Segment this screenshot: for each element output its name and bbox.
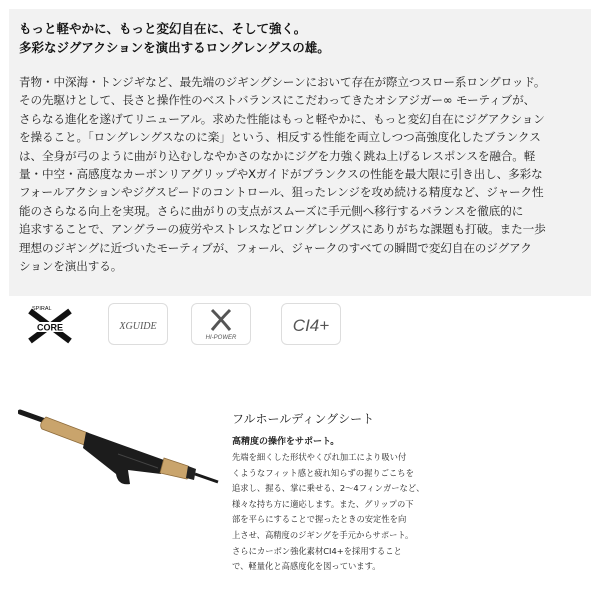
feature-desc-line: 追求し、握る、掌に乗せる、2～4フィンガーなど、	[232, 483, 425, 494]
headline-line-1: もっと軽やかに、もっと変幻自在に、そして強く。	[19, 21, 307, 36]
body-line: 青物・中深海・トンジギなど、最先端のジギングシーンにおいて存在が際立つスロー系ロングロッド。	[19, 75, 546, 89]
rod-handle-image	[18, 396, 220, 506]
rod-handle-illustration	[18, 396, 220, 506]
feature-desc-line: 様々な持ち方に適応します。また、グリップの下	[232, 498, 414, 509]
body-line: ションを演出する。	[19, 259, 123, 274]
spiral-top-label: SPIRAL	[32, 306, 52, 312]
feature-desc-line: さらにカーボン強化素材CI4+を採用すること	[232, 545, 402, 556]
x-hipower-logo	[191, 303, 251, 345]
body-line: 量・中空・高感度なカーボンリアグリップやXガイドがブランクスの性能を最大限に引き出し、多彩な	[19, 167, 543, 182]
x-hipower-icon	[192, 304, 250, 344]
body-line: フォールアクションやジグスピードのコントロール、狙ったレンジを攻め続ける精度など、ジャーク性	[19, 185, 544, 200]
intro-panel	[9, 9, 591, 296]
feature-subtitle: 高精度の操作をサポート。	[232, 437, 340, 447]
xguide-icon	[109, 304, 167, 344]
ci4-label: CI4+	[292, 316, 330, 335]
headline	[19, 19, 581, 57]
ci4-icon	[282, 304, 340, 344]
body-line: を操ること。「ロングレングスなのに楽」という、相反する性能を両立しつつ高強度化したブランクス	[19, 130, 541, 145]
feature-section	[232, 410, 592, 575]
body-line: 能のさらなる向上を実現。さらに曲がりの支点がスムーズに手元側へ移行するバランスを徹底的に	[19, 203, 524, 218]
feature-title: フルホールディングシート	[232, 412, 375, 426]
spiral-x-core-logo	[24, 303, 76, 345]
body-line: その先駆けとして、長さと操作性のベストバランスにこだわってきたオシアジガー∞ モーティブが、	[19, 93, 536, 108]
spiral-x-core-icon	[24, 303, 76, 345]
technology-logos	[18, 303, 348, 345]
body-line: 追求することで、アングラーの疲労やストレスなどロングレングスにありがちな課題も打破。また一歩	[19, 222, 546, 237]
xguide-label: XGUIDE	[119, 321, 157, 332]
feature-description	[232, 450, 432, 575]
headline-line-2: 多彩なジグアクションを演出するロングレングスの雄。	[19, 40, 330, 55]
ci4-logo	[281, 303, 341, 345]
feature-desc-line: で、軽量化と高感度化を図っています。	[232, 561, 381, 572]
spiral-core-label: CORE	[36, 322, 64, 333]
feature-desc-line: 先端を細くした形状やくびれ加工により吸い付	[232, 452, 407, 462]
xguide-logo	[108, 303, 168, 345]
feature-desc-line: 部を平らにすることで握ったときの安定性を向	[232, 514, 407, 525]
feature-desc-line: くようなフィット感と疲れ知らずの握りごこちを	[232, 467, 414, 478]
intro-body	[19, 73, 581, 275]
body-line: は、全身が弓のように曲がり込むしなやかさのなかにジグを力強く跳ね上げるレスポンスを融合。軽	[19, 148, 536, 163]
feature-desc-line: 上させ、高精度のジギングを手元からサポート。	[232, 529, 414, 540]
body-line: 理想のジギングに近づいたモーティブが、フォール、ジャークのすべての瞬間で変幻自在のジグアク	[19, 240, 532, 255]
hipower-label: HI-POWER	[205, 335, 237, 341]
body-line: さらなる進化を遂げてリニューアル。求めた性能はもっと軽やかに、もっと変幻自在にジグアクション	[19, 111, 545, 126]
